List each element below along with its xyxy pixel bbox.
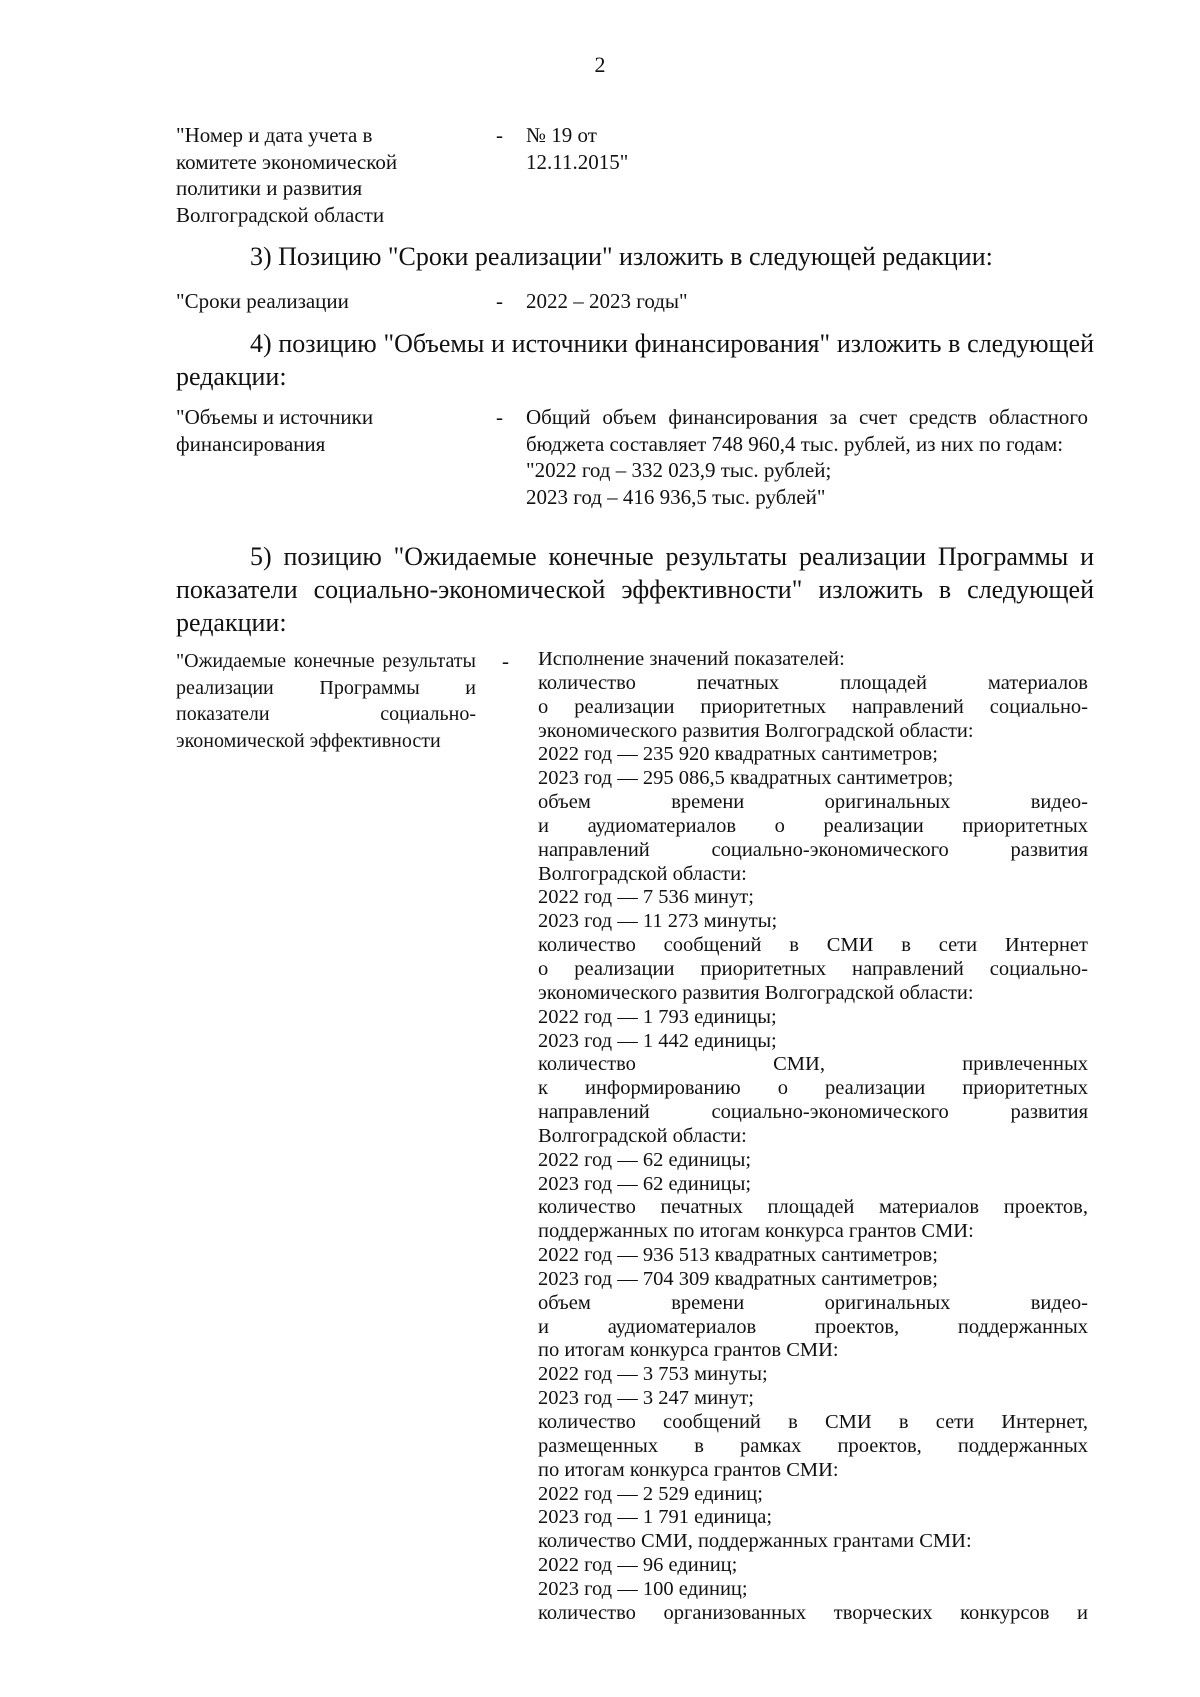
indicator-line: о реализации приоритетных направлений социально- bbox=[538, 957, 1088, 980]
indicator-line: 2023 год — 100 единиц; bbox=[538, 1577, 748, 1600]
page-number: 2 bbox=[594, 52, 606, 77]
registration-dash: - bbox=[496, 123, 503, 147]
item4-value-intro: Общий объем финансирования за счет средств областного бюджета составляет 748 960,4 тыс. рублей, из них по годам: bbox=[526, 405, 1088, 456]
item3-dash: - bbox=[496, 289, 503, 313]
item4-value bbox=[526, 404, 1088, 510]
item5-heading: 5) позицию "Ожидаемые конечные результаты реализации Программы и показатели социально-экономической эффективности" изложить в следующей редакции: bbox=[176, 542, 1094, 637]
indicator-line: количество СМИ, поддержанных грантами СМИ: bbox=[538, 1530, 972, 1553]
indicator-line: 2022 год — 96 единиц; bbox=[538, 1554, 738, 1577]
registration-label-line: Волгоградской области bbox=[176, 202, 385, 227]
indicator-line: размещенных в рамках проектов, поддержанных bbox=[538, 1434, 1088, 1457]
indicator-line: объем времени оригинальных видео- bbox=[538, 791, 1088, 814]
indicator-line: 2022 год — 3 753 минуты; bbox=[538, 1363, 768, 1386]
item5-label: "Ожидаемые конечные результаты реализации Программы и показатели социально-экономической эффективности bbox=[176, 650, 476, 752]
indicator-line: экономического развития Волгоградской области: bbox=[538, 719, 974, 742]
item5-value bbox=[538, 648, 1088, 1626]
indicator-line: о реализации приоритетных направлений социально- bbox=[538, 695, 1088, 718]
registration-label-line: "Номер и дата учета в bbox=[176, 123, 373, 147]
indicator-line: 2022 год — 2 529 единиц; bbox=[538, 1482, 763, 1505]
indicator-line: по итогам конкурса грантов СМИ: bbox=[538, 1339, 839, 1362]
item4-label-line: "Объемы и источники bbox=[176, 405, 374, 429]
item4-value-line: 2023 год – 416 936,5 тыс. рублей" bbox=[526, 484, 826, 509]
indicator-line: и аудиоматериалов о реализации приоритетных bbox=[538, 814, 1088, 837]
item4-value-line: "2022 год – 332 023,9 тыс. рублей; bbox=[526, 458, 832, 482]
registration-value: № 19 от 12.11.2015" bbox=[526, 123, 629, 174]
indicator-line: количество СМИ, привлеченных bbox=[538, 1053, 1088, 1076]
indicator-line: количество сообщений в СМИ в сети Интернет, bbox=[538, 1411, 1088, 1433]
indicator-line: 2022 год — 936 513 квадратных сантиметров; bbox=[538, 1244, 938, 1267]
indicator-line: экономического развития Волгоградской области: bbox=[538, 981, 974, 1004]
indicator-line: 2023 год — 704 309 квадратных сантиметров; bbox=[538, 1267, 938, 1290]
indicator-line: 2023 год — 295 086,5 квадратных сантиметров; bbox=[538, 767, 954, 790]
registration-label-line: комитете экономической bbox=[176, 149, 398, 174]
indicator-line: 2023 год — 11 273 минуты; bbox=[538, 910, 778, 933]
indicator-line: к информированию о реализации приоритетных bbox=[538, 1077, 1088, 1100]
indicator-line: 2022 год — 62 единицы; bbox=[538, 1148, 752, 1171]
indicator-line: Волгоградской области: bbox=[538, 1124, 747, 1147]
item3-value: 2022 – 2023 годы" bbox=[526, 289, 688, 313]
item4-label-line: финансирования bbox=[176, 431, 326, 456]
registration-label bbox=[176, 122, 476, 228]
indicator-line: 2022 год — 7 536 минут; bbox=[538, 886, 754, 909]
indicator-line: направлений социально-экономического развития bbox=[538, 1101, 1088, 1124]
item4-label bbox=[176, 404, 476, 457]
indicator-line: количество организованных творческих конкурсов и bbox=[538, 1601, 1088, 1624]
item5-dash: - bbox=[502, 649, 509, 673]
indicator-line: и аудиоматериалов проектов, поддержанных bbox=[538, 1315, 1088, 1338]
indicator-line: 2023 год — 3 247 минут; bbox=[538, 1387, 754, 1410]
indicator-line: количество печатных площадей материалов bbox=[538, 671, 1088, 694]
indicator-line: объем времени оригинальных видео- bbox=[538, 1291, 1088, 1314]
indicator-line: 2023 год — 62 единицы; bbox=[538, 1172, 752, 1195]
item3-heading: 3) Позицию "Сроки реализации" изложить в следующей редакции: bbox=[250, 242, 993, 271]
item5-intro: Исполнение значений показателей: bbox=[538, 648, 845, 670]
indicator-line: 2022 год — 1 793 единицы; bbox=[538, 1005, 777, 1028]
indicator-line: направлений социально-экономического развития bbox=[538, 838, 1088, 861]
indicator-line: 2022 год — 235 920 квадратных сантиметров; bbox=[538, 743, 938, 766]
indicator-line: по итогам конкурса грантов СМИ: bbox=[538, 1458, 839, 1481]
indicator-line: 2023 год — 1 791 единица; bbox=[538, 1506, 773, 1529]
indicator-line: поддержанных по итогам конкурса грантов СМИ: bbox=[538, 1220, 974, 1243]
item4-dash: - bbox=[496, 405, 503, 429]
item4-heading: 4) позицию "Объемы и источники финансирования" изложить в следующей редакции: bbox=[176, 329, 1094, 391]
registration-label-line: политики и развития bbox=[176, 176, 363, 200]
item3-label: "Сроки реализации bbox=[176, 289, 349, 313]
indicator-line: количество сообщений в СМИ в сети Интернет bbox=[538, 934, 1088, 957]
indicator-line: 2023 год — 1 442 единицы; bbox=[538, 1029, 777, 1052]
indicator-line: Волгоградской области: bbox=[538, 862, 747, 885]
indicator-line: количество печатных площадей материалов проектов, bbox=[538, 1196, 1088, 1219]
